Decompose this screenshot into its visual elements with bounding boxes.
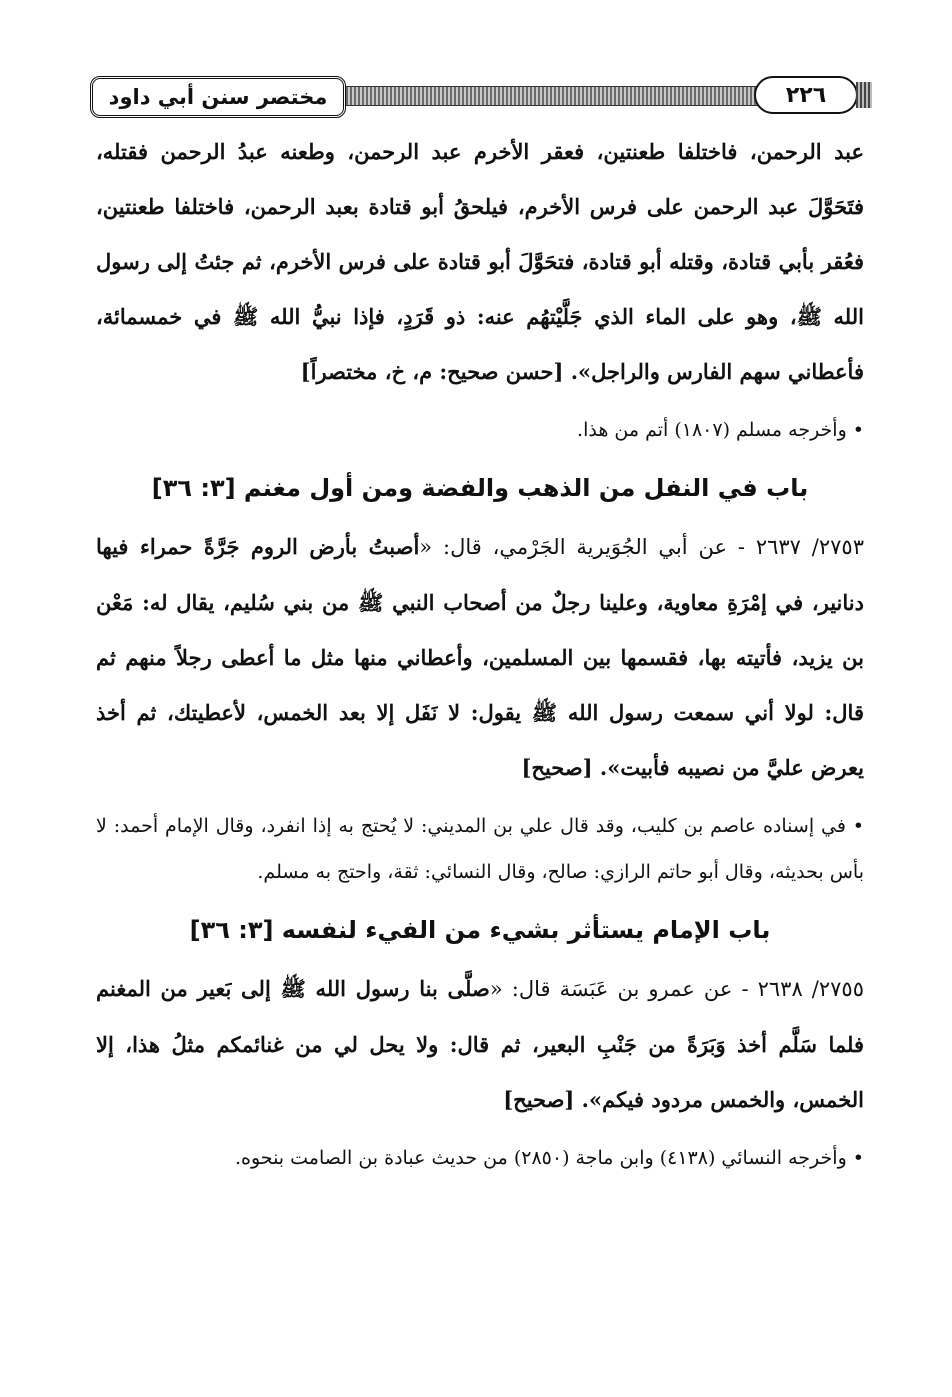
page-header <box>84 72 872 122</box>
hadith-number: ٢٧٥٥/ ٢٦٣٨ <box>757 977 864 1001</box>
hadith-text: عبد الرحمن، فاختلفا طعنتين، فعقر الأخرم عبد الرحمن، وطعنه عبدُ الرحمن فقتله، فتَحَوَّلَ عبد الرحمن على فرس الأخرم، فيلحقُ أبو قتادة بعبد الرحمن، فاختلفا طعنتين، فعُقر بأبي قتادة، وقتله أبو قتادة، فتحَوَّلَ أبو قتادة على فرس الأخرم، ثم جئتُ إلى رسول الله ﷺ، وهو على الماء الذي جَلَّيْتهُم عنه: ذو قَرَدٍ، فإذا نبيُّ الله ﷺ في خمسمائة، فأعطاني سهم الفارس والراجل». [حسن صحيح: م، خ، مختصراً] <box>96 139 864 384</box>
header-end-ornament <box>856 82 872 108</box>
chapter-heading-1 <box>96 465 864 511</box>
note-text: • وأخرجه مسلم (١٨٠٧) أتم من هذا. <box>577 419 864 441</box>
footnote-1 <box>96 407 864 453</box>
chapter-heading-2 <box>96 907 864 953</box>
chapter-title: باب الإمام يستأثر بشيء من الفيء لنفسه [٣: ٣٦] <box>189 916 771 944</box>
header-decorative-band <box>334 86 762 106</box>
chapter-title: باب في النفل من الذهب والفضة ومن أول مغنم [٣: ٣٦] <box>151 474 809 502</box>
hadith-chain: - عن عمرو بن عَبَسَة قال: « <box>489 977 758 1001</box>
hadith-number: ٢٧٥٣/ ٢٦٣٧ <box>755 535 864 559</box>
hadith-text: أصبتُ بأرض الروم جَرَّةً حمراء فيها دنانير، في إمْرَةِ معاوية، وعلينا رجلٌ من أصحاب النبي ﷺ من بني سُليم، يقال له: مَعْن بن يزيد، فأتيته بها، فقسمها بين المسلمين، وأعطاني منها مثل ما أعطى رجلاً منهم ثم قال: لولا أني سمعت رسول الله ﷺ يقول: لا نَفَل إلا بعد الخمس، لأعطيتك، ثم أخذ يعرض عليَّ من نصيبه فأبيت». [صحيح] <box>96 534 864 780</box>
hadith-2637 <box>96 519 864 795</box>
hadith-text: صلَّى بنا رسول الله ﷺ إلى بَعير من المغنم فلما سَلَّم أخذ وَبَرَةً من جَنْبِ البعير، ثم قال: ولا يحل لي من غنائمكم مثلُ هذا، إلا الخمس، والخمس مردود فيكم». [صحيح] <box>96 976 864 1112</box>
hadith-2638 <box>96 961 864 1127</box>
page-body <box>96 124 864 1181</box>
book-title: مختصر سنن أبي داود <box>108 85 328 109</box>
footnote-2 <box>96 803 864 895</box>
note-text: • وأخرجه النسائي (٤١٣٨) وابن ماجة (٢٨٥٠) من حديث عبادة بن الصامت بنحوه. <box>235 1147 864 1169</box>
page-number-badge <box>754 76 858 114</box>
hadith-continuation <box>96 124 864 399</box>
book-title-box <box>90 76 346 118</box>
note-text: • في إسناده عاصم بن كليب، وقد قال علي بن المديني: لا يُحتج به إذا انفرد، وقال الإمام أحمد: لا بأس بحديثه، وقال أبو حاتم الرازي: صالح، وقال النسائي: ثقة، واحتج به مسلم. <box>96 815 864 883</box>
hadith-chain: - عن أبي الجُوَيرية الجَرْمي، قال: « <box>419 535 756 559</box>
footnote-3 <box>96 1135 864 1181</box>
page-number: ٢٢٦ <box>785 82 827 108</box>
